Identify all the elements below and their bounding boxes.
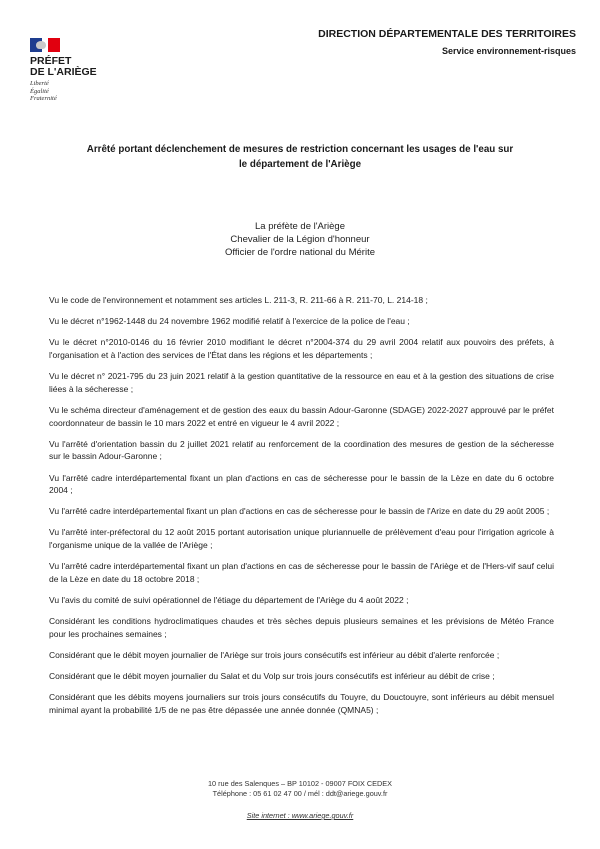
motto-egalite: Égalité	[30, 87, 49, 95]
signatory-block	[0, 220, 600, 259]
signatory-line-1: La préfète de l'Ariège	[254, 221, 345, 232]
paragraph: Vu le code de l'environnement et notamment ses articles L. 211-3, R. 211-66 à R. 211-70, L. 214-18 ;	[49, 295, 428, 305]
issuing-department	[318, 28, 576, 56]
service-name: Service environnement-risques	[441, 46, 576, 56]
paragraph: Considérant que le débit moyen journalier du Salat et du Volp sur trois jours consécutifs est inférieur au débit de crise ;	[49, 671, 495, 682]
signatory-line-2: Chevalier de la Légion d'honneur	[230, 234, 370, 245]
footer-contact	[0, 779, 600, 799]
department-name: DIRECTION DÉPARTEMENTALE DES TERRITOIRES	[318, 28, 576, 40]
paragraph: Vu l'arrêté d'orientation bassin du 2 juillet 2021 relatif au renforcement de la coordination des mesures de gestion de la sécheresse sur le bassin Adour-Garonne ;	[49, 438, 554, 462]
signatory-line-3: Officier de l'ordre national du Mérite	[224, 247, 376, 258]
document-title	[50, 142, 550, 172]
paragraph: Considérant les conditions hydroclimatiques chaudes et très sèches depuis plusieurs semaines et les prévisions de Météo France pour les prochaines semaines ;	[49, 616, 554, 639]
footer-phone-email: Téléphone : 05 61 02 47 00 / mél : ddt@ariege.gouv.fr	[212, 789, 388, 798]
paragraph: Vu l'arrêté cadre interdépartemental fixant un plan d'actions en cas de sécheresse pour le bassin de l'Ariège et de l'Hers-vif sauf celui de la Lèze en date du 18 octobre 2018 ;	[49, 561, 554, 584]
logo-line-ariege: DE L'ARIÈGE	[30, 66, 97, 78]
paragraph: Vu le décret n°1962-1448 du 24 novembre 1962 modifié relatif à l'exercice de la police de l'eau ;	[49, 316, 410, 327]
motto-fraternite: Fraternité	[30, 95, 57, 102]
paragraph: Vu l'arrêté cadre interdépartemental fixant un plan d'actions en cas de sécheresse pour le bassin de la Lèze en date du 6 octobre 2004 ;	[49, 472, 554, 496]
paragraph: Vu le décret n° 2021-795 du 23 juin 2021 relatif à la gestion quantitative de la ressource en eau et à la gestion des situations de crise liées à la sécheresse ;	[49, 371, 554, 394]
motto	[30, 80, 140, 103]
motto-liberte: Liberté	[30, 80, 49, 87]
paragraph: Vu l'arrêté cadre interdépartemental fixant un plan d'actions en cas de sécheresse pour le bassin de l'Arize en date du 29 août 2005 ;	[49, 506, 550, 517]
paragraph: Considérant que les débits moyens journaliers sur trois jours consécutifs du Touyre, du Douctouyre, sont inférieurs au débit mensuel minimal ayant la probabilité 1/5 de ne pas être dépassée une année donnée (QMNA5) ;	[49, 692, 554, 715]
logo-line-prefet: PRÉFET	[30, 55, 72, 67]
republic-flag-icon	[30, 38, 60, 52]
paragraph: Vu l'avis du comité de suivi opérationnel de l'étiage du département de l'Ariège du 4 août 2022 ;	[49, 595, 409, 606]
footer-website-link[interactable]: Site internet : www.ariege.gouv.fr	[246, 811, 354, 820]
paragraph: Considérant que le débit moyen journalier de l'Ariège sur trois jours consécutifs est inférieur au débit d'alerte renforcée ;	[49, 650, 500, 660]
title-line-2: le département de l'Ariège	[238, 159, 362, 170]
prefecture-logo	[30, 38, 140, 103]
paragraph: Vu l'arrêté inter-préfectoral du 12 août 2015 portant autorisation unique pluriannuelle de prélèvement d'eau pour l'irrigation agricole à l'organisme unique de la vallée de l'Ariège ;	[49, 527, 554, 551]
title-line-1: Arrêté portant déclenchement de mesures de restriction concernant les usages de l'eau sur	[86, 144, 514, 155]
document-body	[49, 294, 554, 725]
footer-address: 10 rue des Salenques – BP 10102 - 09007 FOIX CEDEX	[207, 779, 393, 788]
paragraph: Vu le décret n°2010-0146 du 16 février 2010 modifiant le décret n°2004-374 du 29 avril 2004 relatif aux pouvoirs des préfets, à l'organisation et à l'action des services de l'État dans les régions et les départements ;	[49, 337, 554, 360]
paragraph: Vu le schéma directeur d'aménagement et de gestion des eaux du bassin Adour-Garonne (SDAGE) 2022-2027 approuvé par le préfet coordonnateur de bassin le 10 mars 2022 et entré en vigueur le 4 avril 2022 ;	[49, 404, 554, 428]
